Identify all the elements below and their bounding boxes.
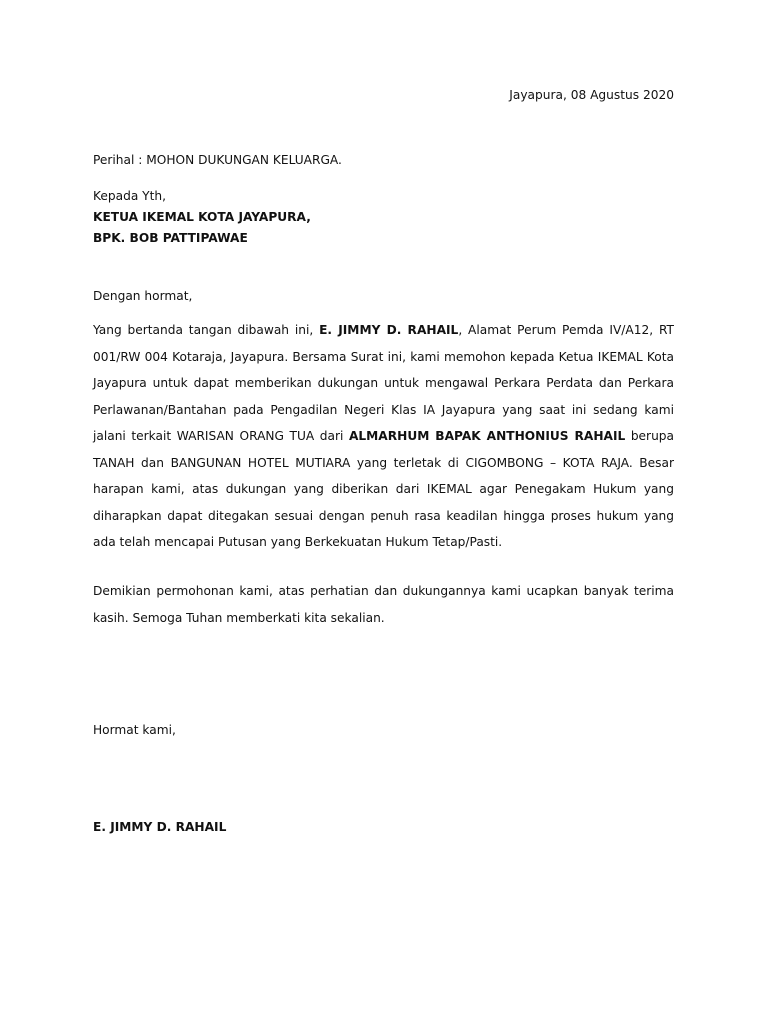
subject-label: Perihal : <box>93 153 147 167</box>
para1-deceased-name: ALMARHUM BAPAK ANTHONIUS RAHAIL <box>348 429 626 443</box>
recipient-organization: KETUA IKEMAL KOTA JAYAPURA, <box>93 210 311 224</box>
subject-line <box>93 153 342 167</box>
body-paragraph-2: Demikian permohonan kami, atas perhatian dan dukungannya kami ucapkan banyak terima kasih. Semoga Tuhan memberkati kita sekalian. <box>93 584 674 625</box>
recipient-block <box>93 186 311 249</box>
signer-name: E. JIMMY D. RAHAIL <box>93 820 227 834</box>
salutation: Dengan hormat, <box>93 289 193 303</box>
place-date: Jayapura, 08 Agustus 2020 <box>509 88 674 102</box>
recipient-name: BPK. BOB PATTIPAWAE <box>93 231 248 245</box>
para1-text-2: , Alamat Perum Pemda IV/A12, RT 001/RW 004 Kotaraja, Jayapura. Bersama Surat ini, kami memohon kepada Ketua IKEMAL Kota Jayapura untuk dapat memberikan dukungan untuk mengawal Perkara Perdata dan Perkara Perlawanan/Bantahan pada Pengadilan Negeri Klas IA Jayapura yang saat ini sedang kami jalani terkait WARISAN ORANG TUA dari <box>93 323 674 443</box>
body-paragraph-1 <box>93 317 674 556</box>
closing: Hormat kami, <box>93 723 176 737</box>
subject-text: MOHON DUKUNGAN KELUARGA. <box>146 153 342 167</box>
para1-sender-name: E. JIMMY D. RAHAIL <box>319 323 459 337</box>
para1-text-3: berupa TANAH dan BANGUNAN HOTEL MUTIARA yang terletak di CIGOMBONG – KOTA RAJA. Besar harapan kami, atas dukungan yang diberikan dari IKEMAL agar Penegakam Hukum yang diharapkan dapat ditegakan sesuai dengan penuh rasa keadilan hingga proses hukum yang ada telah mencapai Putusan yang Berkekuatan Hukum Tetap/Pasti. <box>93 429 674 549</box>
para1-text-1: Yang bertanda tangan dibawah ini, <box>93 323 320 337</box>
recipient-intro: Kepada Yth, <box>93 189 166 203</box>
